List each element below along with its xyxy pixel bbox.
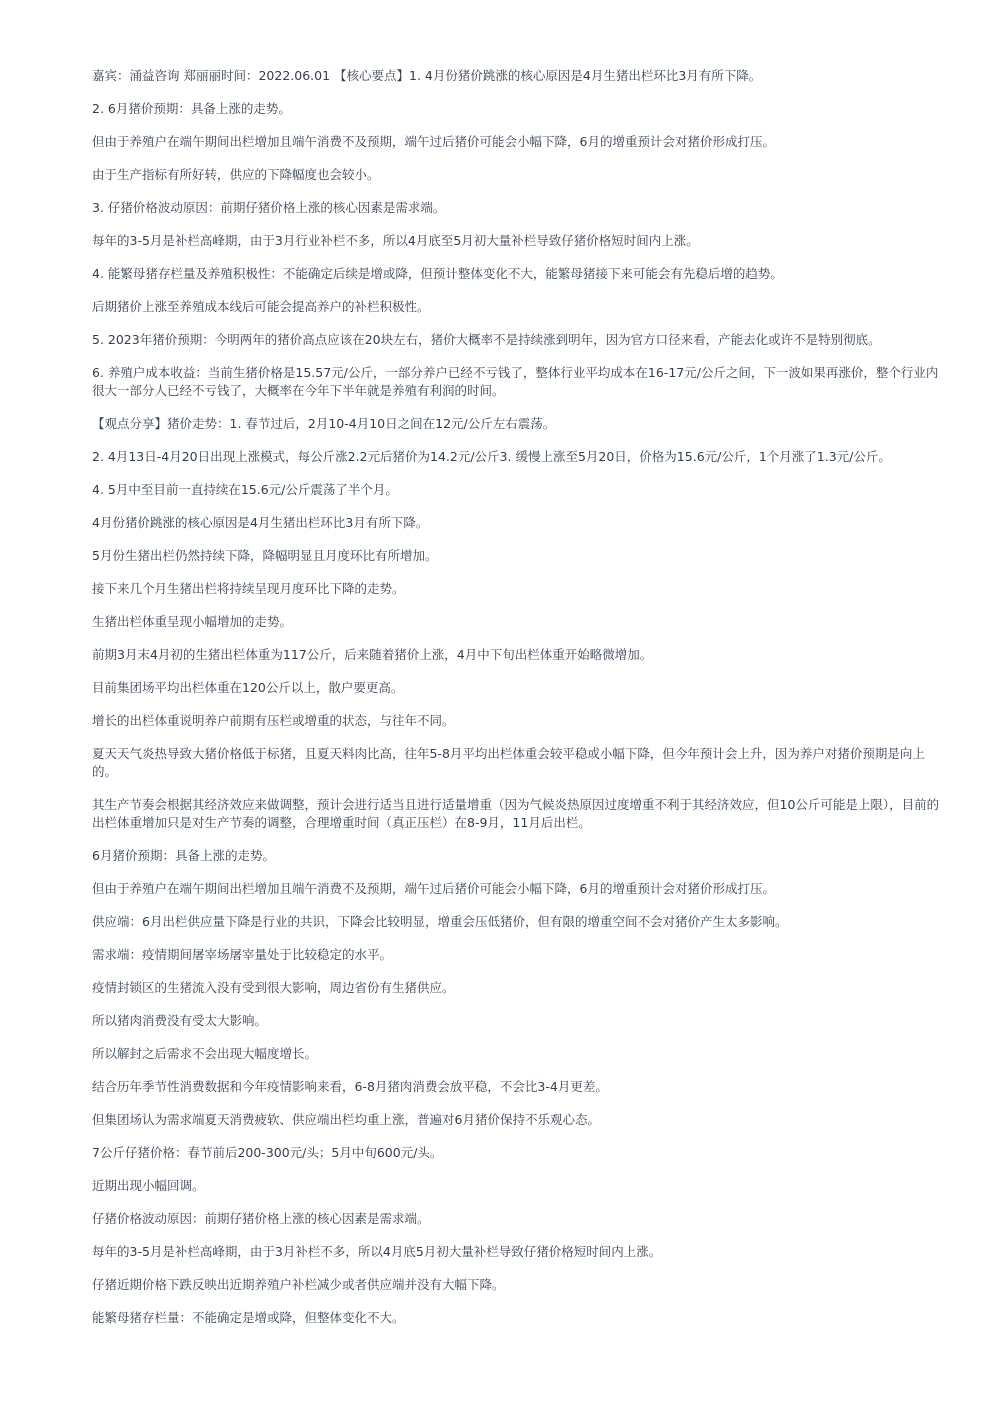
paragraph: 但由于养殖户在端午期间出栏增加且端午消费不及预期，端午过后猪价可能会小幅下降，6月的增重预计会对猪价形成打压。 — [92, 134, 775, 149]
paragraph: 2. 4月13日-4月20日出现上涨模式，每公斤涨2.2元后猪价为14.2元/公斤3. 缓慢上涨至5月20日，价格为15.6元/公斤，1个月涨了1.3元/公斤。 — [92, 449, 891, 464]
paragraph: 供应端：6月出栏供应量下降是行业的共识，下降会比较明显，增重会压低猪价，但有限的增重空间不会对猪价产生太多影响。 — [92, 914, 788, 929]
paragraph: 仔猪价格波动原因：前期仔猪价格上涨的核心因素是需求端。 — [92, 1211, 430, 1226]
paragraph: 5月份生猪出栏仍然持续下降，降幅明显且月度环比有所增加。 — [92, 548, 438, 563]
paragraph-guest-and-key-points: 嘉宾：涌益咨询 郑丽丽时间：2022.06.01 【核心要点】1. 4月份猪价跳涨的核心原因是4月生猪出栏环比3月有所下降。 — [92, 68, 762, 83]
paragraph: 所以猪肉消费没有受太大影响。 — [92, 1013, 268, 1028]
paragraph: 接下来几个月生猪出栏将持续呈现月度环比下降的走势。 — [92, 581, 405, 596]
paragraph: 4月份猪价跳涨的核心原因是4月生猪出栏环比3月有所下降。 — [92, 515, 429, 530]
paragraph: 但由于养殖户在端午期间出栏增加且端午消费不及预期，端午过后猪价可能会小幅下降，6月的增重预计会对猪价形成打压。 — [92, 881, 775, 896]
paragraph: 由于生产指标有所好转，供应的下降幅度也会较小。 — [92, 167, 380, 182]
paragraph: 所以解封之后需求不会出现大幅度增长。 — [92, 1046, 318, 1061]
paragraph: 夏天天气炎热导致大猪价格低于标猪，且夏天料肉比高，往年5-8月平均出栏体重会较平稳或小幅下降，但今年预计会上升，因为养户对猪价预期是向上的。 — [92, 746, 925, 779]
paragraph: 需求端：疫情期间屠宰场屠宰量处于比较稳定的水平。 — [92, 947, 393, 962]
paragraph: 2. 6月猪价预期：具备上涨的走势。 — [92, 101, 291, 116]
paragraph: 其生产节奏会根据其经济效应来做调整，预计会进行适当且进行适量增重（因为气候炎热原因过度增重不利于其经济效应，但10公斤可能是上限），目前的出栏体重增加只是对生产节奏的调整，合理增重时间（真正压栏）在8-9月，11月后出栏。 — [92, 797, 940, 830]
paragraph: 仔猪近期价格下跌反映出近期养殖户补栏减少或者供应端并没有大幅下降。 — [92, 1277, 505, 1292]
paragraph-viewpoint-share: 【观点分享】猪价走势：1. 春节过后，2月10-4月10日之间在12元/公斤左右震荡。 — [92, 416, 556, 431]
paragraph: 生猪出栏体重呈现小幅增加的走势。 — [92, 614, 293, 629]
paragraph: 每年的3-5月是补栏高峰期，由于3月补栏不多，所以4月底5月初大量补栏导致仔猪价格短时间内上涨。 — [92, 1244, 662, 1259]
paragraph: 3. 仔猪价格波动原因：前期仔猪价格上涨的核心因素是需求端。 — [92, 200, 446, 215]
document-body — [92, 67, 944, 1342]
paragraph: 疫情封锁区的生猪流入没有受到很大影响，周边省份有生猪供应。 — [92, 980, 455, 995]
paragraph: 前期3月末4月初的生猪出栏体重为117公斤，后来随着猪价上涨，4月中下旬出栏体重开始略微增加。 — [92, 647, 653, 662]
paragraph: 每年的3-5月是补栏高峰期，由于3月行业补栏不多，所以4月底至5月初大量补栏导致仔猪价格短时间内上涨。 — [92, 233, 699, 248]
paragraph: 6月猪价预期：具备上涨的走势。 — [92, 848, 275, 863]
paragraph: 4. 5月中至目前一直持续在15.6元/公斤震荡了半个月。 — [92, 482, 398, 497]
paragraph: 近期出现小幅回调。 — [92, 1178, 205, 1193]
paragraph: 4. 能繁母猪存栏量及养殖积极性：不能确定后续是增或降，但预计整体变化不大，能繁母猪接下来可能会有先稳后增的趋势。 — [92, 266, 783, 281]
paragraph: 6. 养殖户成本收益：当前生猪价格是15.57元/公斤，一部分养户已经不亏钱了，整体行业平均成本在16-17元/公斤之间，下一波如果再涨价，整个行业内很大一部分人已经不亏钱了，大概率在今年下半年就是养殖有利润的时间。 — [92, 365, 939, 398]
paragraph: 但集团场认为需求端夏天消费疲软、供应端出栏均重上涨，普遍对6月猪价保持不乐观心态。 — [92, 1112, 600, 1127]
paragraph: 能繁母猪存栏量：不能确定是增或降，但整体变化不大。 — [92, 1310, 405, 1325]
paragraph: 后期猪价上涨至养殖成本线后可能会提高养户的补栏积极性。 — [92, 299, 430, 314]
paragraph: 5. 2023年猪价预期：今明两年的猪价高点应该在20块左右，猪价大概率不是持续涨到明年，因为官方口径来看，产能去化或许不是特别彻底。 — [92, 332, 881, 347]
paragraph: 7公斤仔猪价格：春节前后200-300元/头；5月中旬600元/头。 — [92, 1145, 443, 1160]
paragraph: 结合历年季节性消费数据和今年疫情影响来看，6-8月猪肉消费会放平稳，不会比3-4月更差。 — [92, 1079, 608, 1094]
paragraph: 目前集团场平均出栏体重在120公斤以上，散户要更高。 — [92, 680, 404, 695]
paragraph: 增长的出栏体重说明养户前期有压栏或增重的状态，与往年不同。 — [92, 713, 455, 728]
